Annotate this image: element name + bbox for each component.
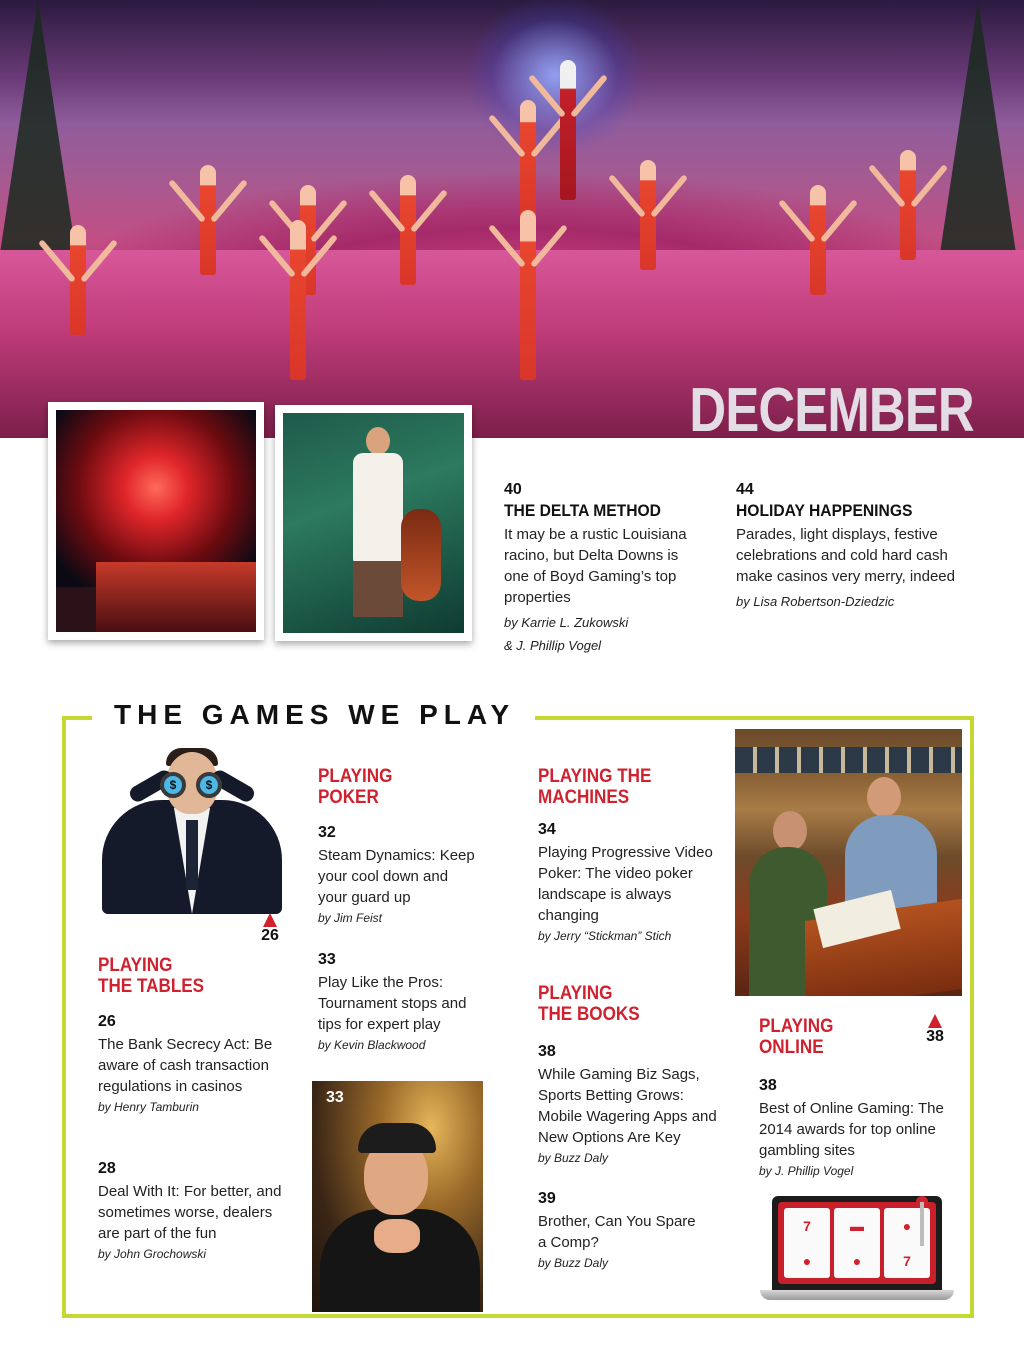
dollar-icon: $	[200, 776, 218, 794]
feature-article[interactable]	[504, 480, 694, 657]
list-item[interactable]: 38 Best of Online Gaming: The 2014 awards for top online gambling sites by J. Phillip Vogel	[759, 1077, 944, 1178]
cherry-icon: ●	[802, 1252, 812, 1269]
poker-player-photo	[312, 1081, 483, 1312]
list-item[interactable]: 32 Steam Dynamics: Keep your cool down and your guard up by Jim Feist	[318, 824, 475, 925]
fireworks-photo	[48, 402, 264, 640]
sportsbook-photo	[735, 729, 962, 996]
list-item[interactable]: 34 Playing Progressive Video Poker: The video poker landscape is always changing by Jerry “Stickman” Stich	[538, 821, 713, 943]
article-page-number: 40	[504, 481, 522, 498]
triangle-up-icon	[263, 913, 277, 927]
section-title-tables: PLAYING THE TABLES	[98, 955, 205, 997]
article-title: HOLIDAY HAPPENINGS	[736, 501, 913, 520]
dancer-figure	[900, 150, 916, 260]
dancer-figure	[520, 210, 536, 380]
cherry-icon: ●	[902, 1217, 912, 1234]
santa-figure	[560, 60, 576, 200]
dancer-figure	[810, 185, 826, 295]
bar-icon: ▬	[850, 1217, 864, 1234]
section-title-books: PLAYING THE BOOKS	[538, 983, 640, 1025]
list-item[interactable]: 26 The Bank Secrecy Act: Be aware of cash transaction regulations in casinos by Henry Tamburin	[98, 1013, 273, 1114]
dancer-figure	[200, 165, 216, 275]
article-page-number: 44	[736, 481, 754, 498]
article-byline: by Karrie L. Zukowski & J. Phillip Vogel	[504, 615, 629, 653]
issue-month-title: DECEMBER	[689, 376, 974, 438]
games-section-heading: THE GAMES WE PLAY	[92, 696, 535, 734]
triangle-up-icon	[928, 1014, 942, 1028]
section-title-poker: PLAYING POKER	[318, 766, 393, 808]
section-title-machines: PLAYING THE MACHINES	[538, 766, 652, 808]
article-description: Parades, light displays, festive celebrations and cold hard cash make casinos very merry, indeed	[736, 526, 955, 585]
article-byline: by Lisa Robertson-Dziedzic	[736, 594, 895, 609]
dancer-figure	[70, 225, 86, 335]
section-title-online: PLAYING ONLINE	[759, 1016, 834, 1058]
photo-page-number: 33	[326, 1089, 344, 1106]
cherry-icon: ●	[852, 1252, 862, 1269]
list-item[interactable]: 28 Deal With It: For better, and sometimes worse, dealers are part of the fun by John Grochowski	[98, 1160, 282, 1261]
list-item[interactable]: 38 While Gaming Biz Sags, Sports Betting Grows: Mobile Wagering Apps and New Options Are Key by Buzz Daly	[538, 1043, 717, 1165]
list-item[interactable]: 33 Play Like the Pros: Tournament stops and tips for expert play by Kevin Blackwood	[318, 951, 467, 1052]
dollar-icon: $	[164, 776, 182, 794]
dancer-figure	[400, 175, 416, 285]
page-reference[interactable]: 38	[920, 1014, 950, 1046]
page-reference[interactable]: 26	[255, 913, 285, 945]
hero-photo	[0, 0, 1024, 438]
singer-photo	[275, 405, 472, 641]
dancer-figure	[520, 100, 536, 220]
seven-icon: 7	[803, 1217, 811, 1234]
list-item[interactable]: 39 Brother, Can You Spare a Comp? by Buzz Daly	[538, 1190, 696, 1270]
dancer-figure	[640, 160, 656, 270]
slot-machine-laptop-illustration	[772, 1196, 942, 1304]
feature-article[interactable]	[736, 480, 966, 613]
seven-icon: 7	[903, 1252, 911, 1269]
article-description: It may be a rustic Louisiana racino, but Delta Downs is one of Boyd Gaming’s top properties	[504, 526, 687, 606]
binoculars-man-photo	[78, 748, 306, 914]
dancer-figure	[290, 220, 306, 380]
article-title: THE DELTA METHOD	[504, 501, 661, 520]
